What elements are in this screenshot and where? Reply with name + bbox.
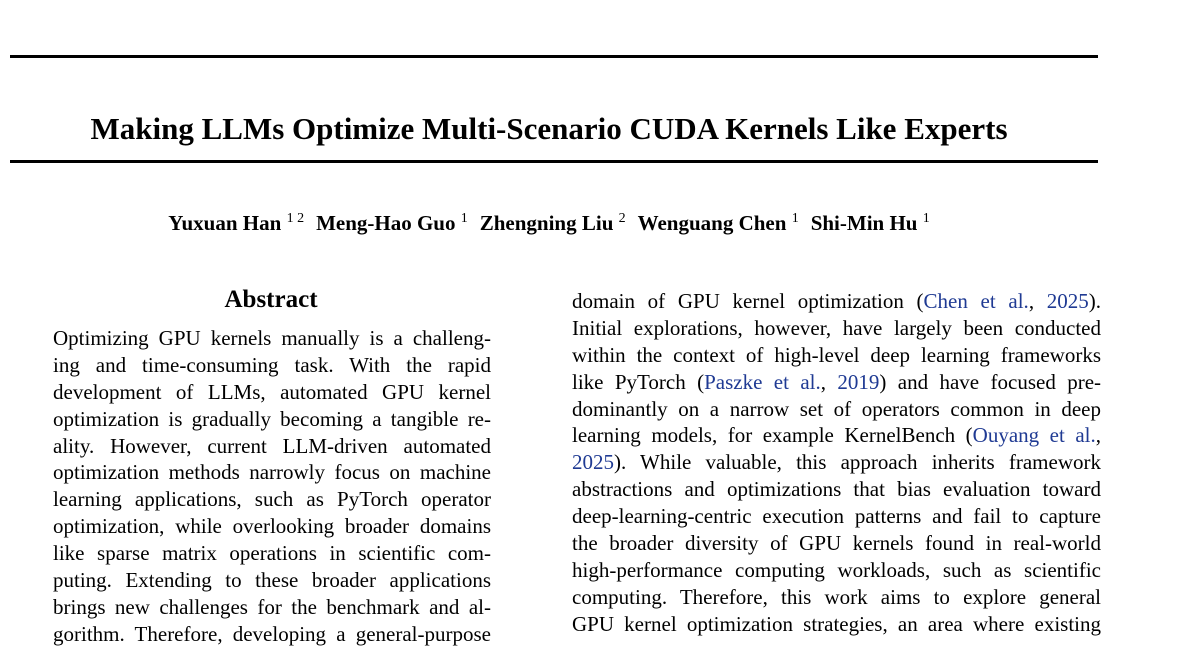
body-text: learning models, for example KernelBench ( [572,423,973,448]
body-line [572,476,1101,503]
citation-link[interactable]: Paszke et al. [704,369,821,394]
body-text: , [1028,289,1047,313]
author-affiliation: 1 2 [286,211,305,226]
author-name: Shi-Min Hu [810,211,918,235]
author-affiliation: 1 [922,211,930,226]
citation-link[interactable]: 2025 [1046,289,1089,313]
author-affiliation: 2 [618,211,626,226]
body-text: Initial explorations, however, have largely been conducted [572,315,1101,340]
title-rule-top [10,55,1098,58]
author-name: Wenguang Chen [637,211,787,235]
body-line [572,611,1101,638]
author [168,211,304,235]
body-line [572,557,1101,584]
author-name: Meng-Hao Guo [316,211,456,235]
body-text: within the context of high-level deep learning frameworks [572,342,1101,367]
body-line [572,422,1101,449]
abstract-line: optimization, while overlooking broader domains [53,514,491,539]
body-text: high-performance computing workloads, such as scientific [572,557,1101,582]
abstract-body [53,325,491,648]
body-line [572,584,1101,611]
citation-link[interactable]: Ouyang et al. [972,423,1096,448]
paper-title: Making LLMs Optimize Multi-Scenario CUDA Kernels Like Experts [90,110,1008,146]
abstract-line: puting. Extending to these broader applications [53,568,491,593]
author-name: Zhengning Liu [479,211,614,235]
body-text: deep-learning-centric execution patterns and fail to capture [572,504,1101,529]
body-line [572,396,1101,423]
body-text: , [820,369,838,394]
body-line [572,315,1101,342]
right-column-body [572,288,1101,638]
abstract-line: Optimizing GPU kernels manually is a challeng- [53,326,491,350]
body-line [572,503,1101,530]
citation-link[interactable]: Chen et al. [923,289,1029,313]
author-name: Yuxuan Han [168,211,282,235]
author [811,211,930,235]
abstract-line: ing and time-consuming task. With the rapid [53,352,491,377]
body-text: abstractions and optimizations that bias evaluation toward [572,477,1101,502]
body-text: like PyTorch ( [572,369,705,394]
author [316,211,468,235]
body-text: GPU kernel optimization strategies, an area where existing [572,611,1101,636]
body-text: ). While valuable, this approach inherits framework [614,450,1101,475]
author [480,211,626,235]
abstract-line: gorithm. Therefore, developing a general-purpose [53,621,491,646]
body-line [572,369,1101,396]
body-text: computing. Therefore, this work aims to explore general [572,584,1101,609]
body-text: dominantly on a narrow set of operators common in deep [572,396,1101,421]
citation-link[interactable]: 2019 [837,369,880,394]
abstract-line: like sparse matrix operations in scientific com- [53,541,491,566]
body-text: domain of GPU kernel optimization ( [572,289,924,313]
abstract-line: development of LLMs, automated GPU kernel [53,379,491,404]
author [638,211,799,235]
author-affiliation: 1 [791,211,799,226]
body-text: , [1095,423,1101,448]
author-affiliation: 1 [460,211,468,226]
body-line [572,288,1101,315]
citation-link[interactable]: 2025 [572,450,614,475]
body-text: ). [1088,289,1101,313]
abstract-line: optimization methods narrowly focus on machine [53,460,491,485]
body-line [572,342,1101,369]
author-list [0,208,1098,238]
abstract-line: learning applications, such as PyTorch operator [53,487,491,512]
abstract-line: optimization is gradually becoming a tangible re- [53,406,491,431]
body-text: the broader diversity of GPU kernels found in real-world [572,531,1101,556]
title-rule-bottom [10,160,1098,163]
body-line [572,530,1101,557]
abstract-heading: Abstract [224,286,318,313]
abstract-line: ality. However, current LLM-driven automated [53,433,491,458]
body-line [572,449,1101,476]
abstract-line: brings new challenges for the benchmark and al- [53,594,491,619]
body-text: ) and have focused pre- [879,369,1102,394]
